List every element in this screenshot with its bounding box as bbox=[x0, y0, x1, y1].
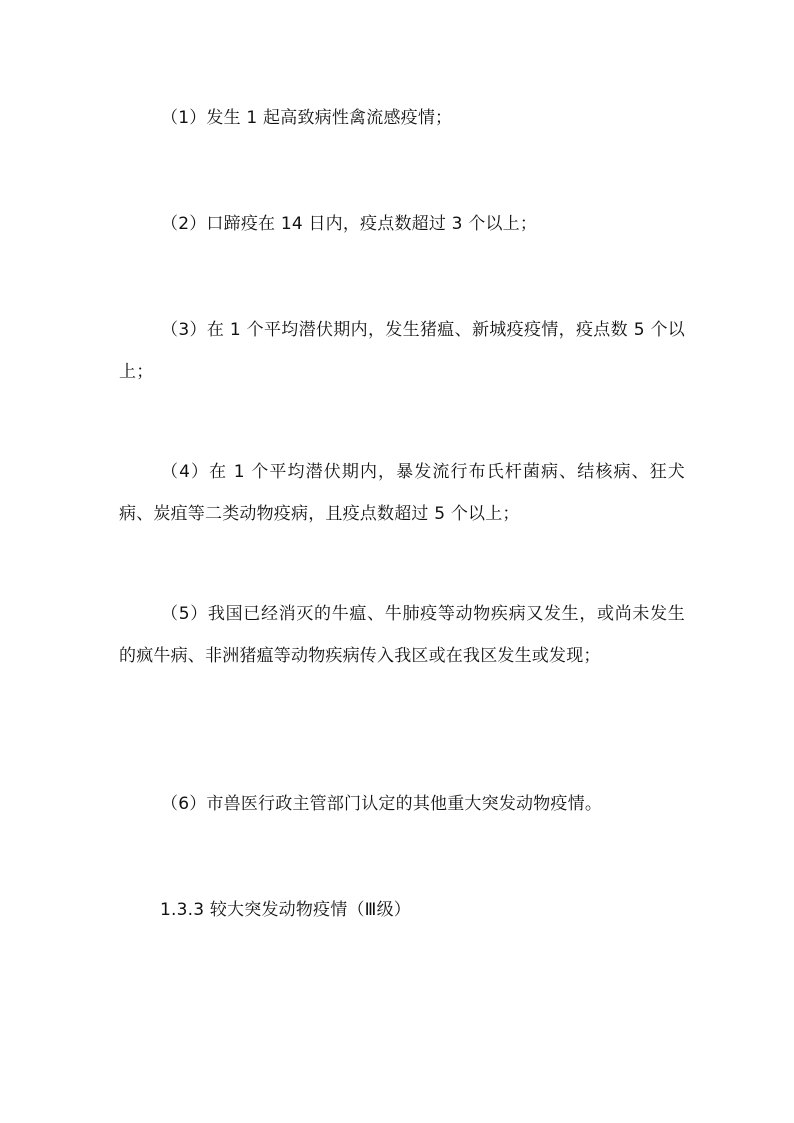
paragraph-3: （3）在 1 个平均潜伏期内，发生猪瘟、新城疫疫情，疫点数 5 个以上； bbox=[119, 320, 685, 382]
paragraph-5: （5）我国已经消灭的牛瘟、牛肺疫等动物疾病又发生，或尚未发生的疯牛病、非洲猪瘟等动物疾病传入我区或在我区发生或发现； bbox=[119, 604, 685, 666]
paragraph-6: （6）市兽医行政主管部门认定的其他重大突发动物疫情。 bbox=[161, 794, 603, 814]
paragraph-2: （2）口蹄疫在 14 日内，疫点数超过 3 个以上； bbox=[161, 214, 538, 234]
section-heading: 1.3.3 较大突发动物疫情（Ⅲ级） bbox=[160, 900, 411, 920]
paragraph-1: （1）发生 1 起高致病性禽流感疫情； bbox=[161, 108, 453, 128]
paragraph-4: （4）在 1 个平均潜伏期内，暴发流行布氏杆菌病、结核病、狂犬病、炭疽等二类动物疫病，且疫点数超过 5 个以上； bbox=[119, 462, 685, 524]
